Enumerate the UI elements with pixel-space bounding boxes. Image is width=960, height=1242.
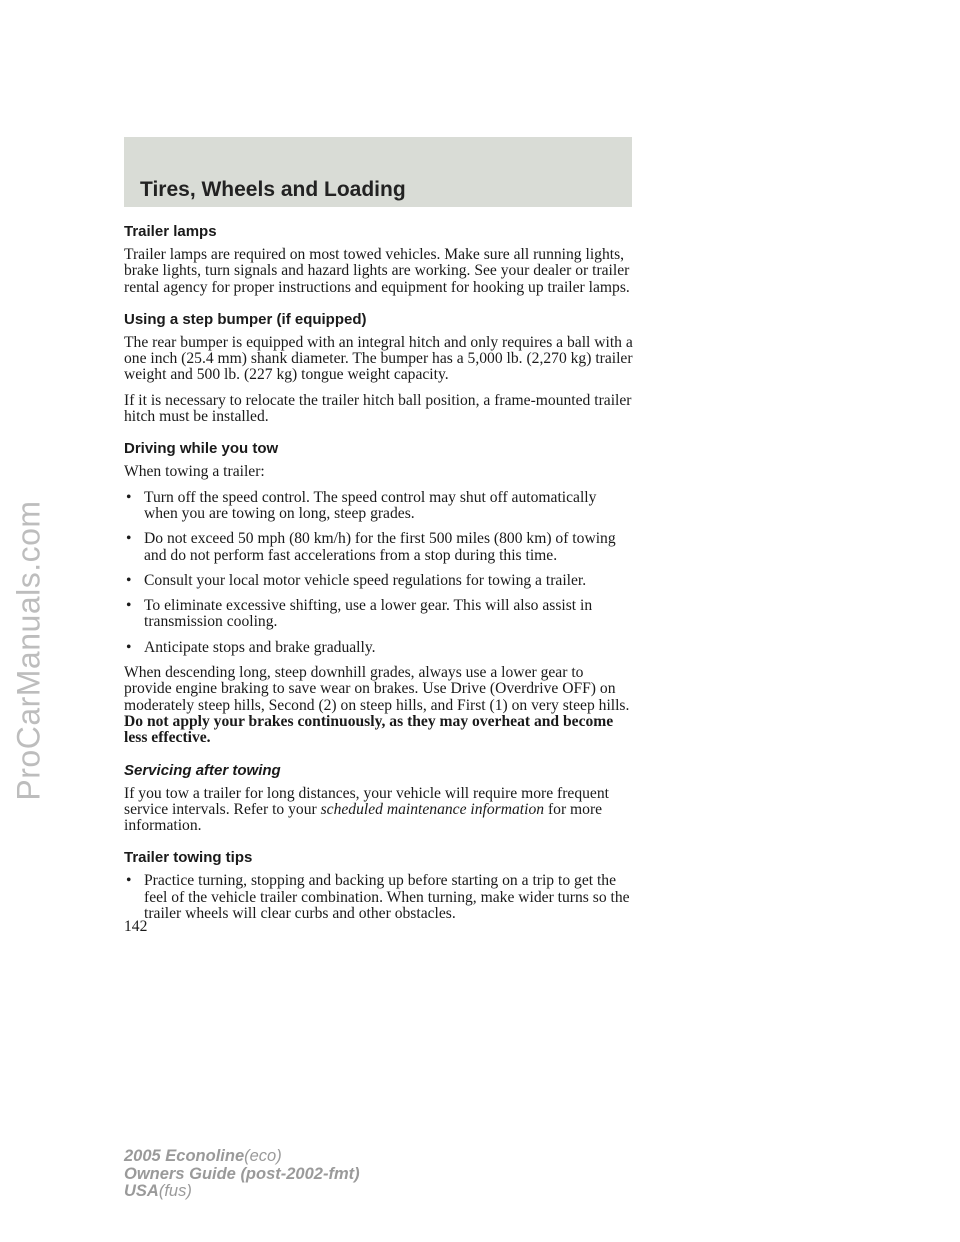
paragraph-step-bumper-2: If it is necessary to relocate the trailer hitch ball position, a frame-mounted trailer hitch must be installed.	[124, 391, 632, 426]
tips-bullet-list	[124, 873, 634, 922]
list-item	[124, 531, 634, 564]
paragraph-trailer-lamps: Trailer lamps are required on most towed vehicles. Make sure all running lights, brake lights, turn signals and hazard lights are working. See your dealer or trailer rental agency for proper instructions and equipment for hooking up trailer lamps.	[124, 246, 630, 296]
paragraph-driving-intro: When towing a trailer:	[124, 463, 265, 481]
bullet-marker: •	[126, 638, 132, 656]
heading-trailer-towing-tips: Trailer towing tips	[124, 849, 253, 867]
bullet-marker: •	[126, 530, 132, 548]
bullet-marker: •	[126, 571, 132, 589]
footer-line-guide	[124, 1166, 360, 1184]
servicing-text-end: for more information.	[124, 800, 603, 835]
footer-line-market	[124, 1183, 360, 1201]
heading-step-bumper: Using a step bumper (if equipped)	[124, 310, 367, 328]
list-item-text: Consult your local motor vehicle speed regulations for towing a trailer.	[144, 571, 587, 589]
heading-trailer-lamps: Trailer lamps	[124, 223, 217, 240]
bullet-marker: •	[126, 872, 132, 890]
footer-model-code: (eco)	[244, 1147, 282, 1165]
list-item	[124, 640, 634, 656]
bullet-marker: •	[126, 488, 132, 506]
list-item	[124, 598, 634, 631]
list-item	[124, 490, 634, 523]
footer-market: USA	[124, 1182, 159, 1200]
scheduled-maintenance-reference: scheduled maintenance information	[320, 800, 545, 818]
footer-guide: Owners Guide (post-2002-fmt)	[124, 1164, 360, 1183]
list-item-text: Anticipate stops and brake gradually.	[144, 638, 376, 656]
heading-driving-while-towing: Driving while you tow	[124, 440, 279, 458]
footer-model: 2005 Econoline	[124, 1147, 245, 1165]
paragraph-descending	[124, 665, 634, 746]
list-item-text: To eliminate excessive shifting, use a lower gear. This will also assist in transmission cooling.	[144, 597, 593, 631]
brake-warning: Do not apply your brakes continuously, as they may overheat and become less effective.	[124, 712, 614, 747]
heading-servicing-after-towing: Servicing after towing	[124, 761, 281, 779]
document-footer	[124, 1148, 360, 1201]
paragraph-step-bumper-1: The rear bumper is equipped with an integral hitch and only requires a ball with a one inch (25.4 mm) shank diameter. The bumper has a 5,000 lb. (2,270 kg) trailer weight and 500 lb. (227 kg) tongue weight capacity.	[124, 333, 633, 384]
watermark-text: ProCarManuals.com	[10, 499, 47, 801]
descending-text: When descending long, steep downhill grades, always use a lower gear to provide engine braking to save wear on brakes. Use Drive (Overdrive OFF) on moderately steep hills, Second (2) on steep hills, and First (1) on very steep hills.	[124, 664, 630, 714]
bullet-marker: •	[126, 597, 132, 615]
page-title: Tires, Wheels and Loading	[140, 178, 406, 201]
servicing-text: If you tow a trailer for long distances, your vehicle will require more frequent service intervals. Refer to your	[124, 784, 609, 818]
watermark	[6, 300, 52, 1000]
driving-bullet-list	[124, 490, 634, 656]
paragraph-servicing	[124, 786, 634, 835]
footer-line-model	[124, 1148, 360, 1166]
list-item-text: Turn off the speed control. The speed control may shut off automatically when you are towing on long, steep grades.	[144, 488, 597, 522]
section-header	[124, 137, 632, 207]
footer-market-code: (fus)	[158, 1182, 192, 1200]
list-item-text: Practice turning, stopping and backing up before starting on a trip to get the feel of the vehicle trailer combination. When turning, make wider turns so the trailer wheels will clear curbs and other obstacles.	[144, 872, 630, 923]
list-item	[124, 573, 634, 589]
list-item-text: Do not exceed 50 mph (80 km/h) for the first 500 miles (800 km) of towing and do not perform fast accelerations from a stop during this time.	[144, 530, 616, 564]
page-number: 142	[124, 918, 148, 935]
page-content	[124, 222, 634, 931]
list-item	[124, 873, 634, 922]
